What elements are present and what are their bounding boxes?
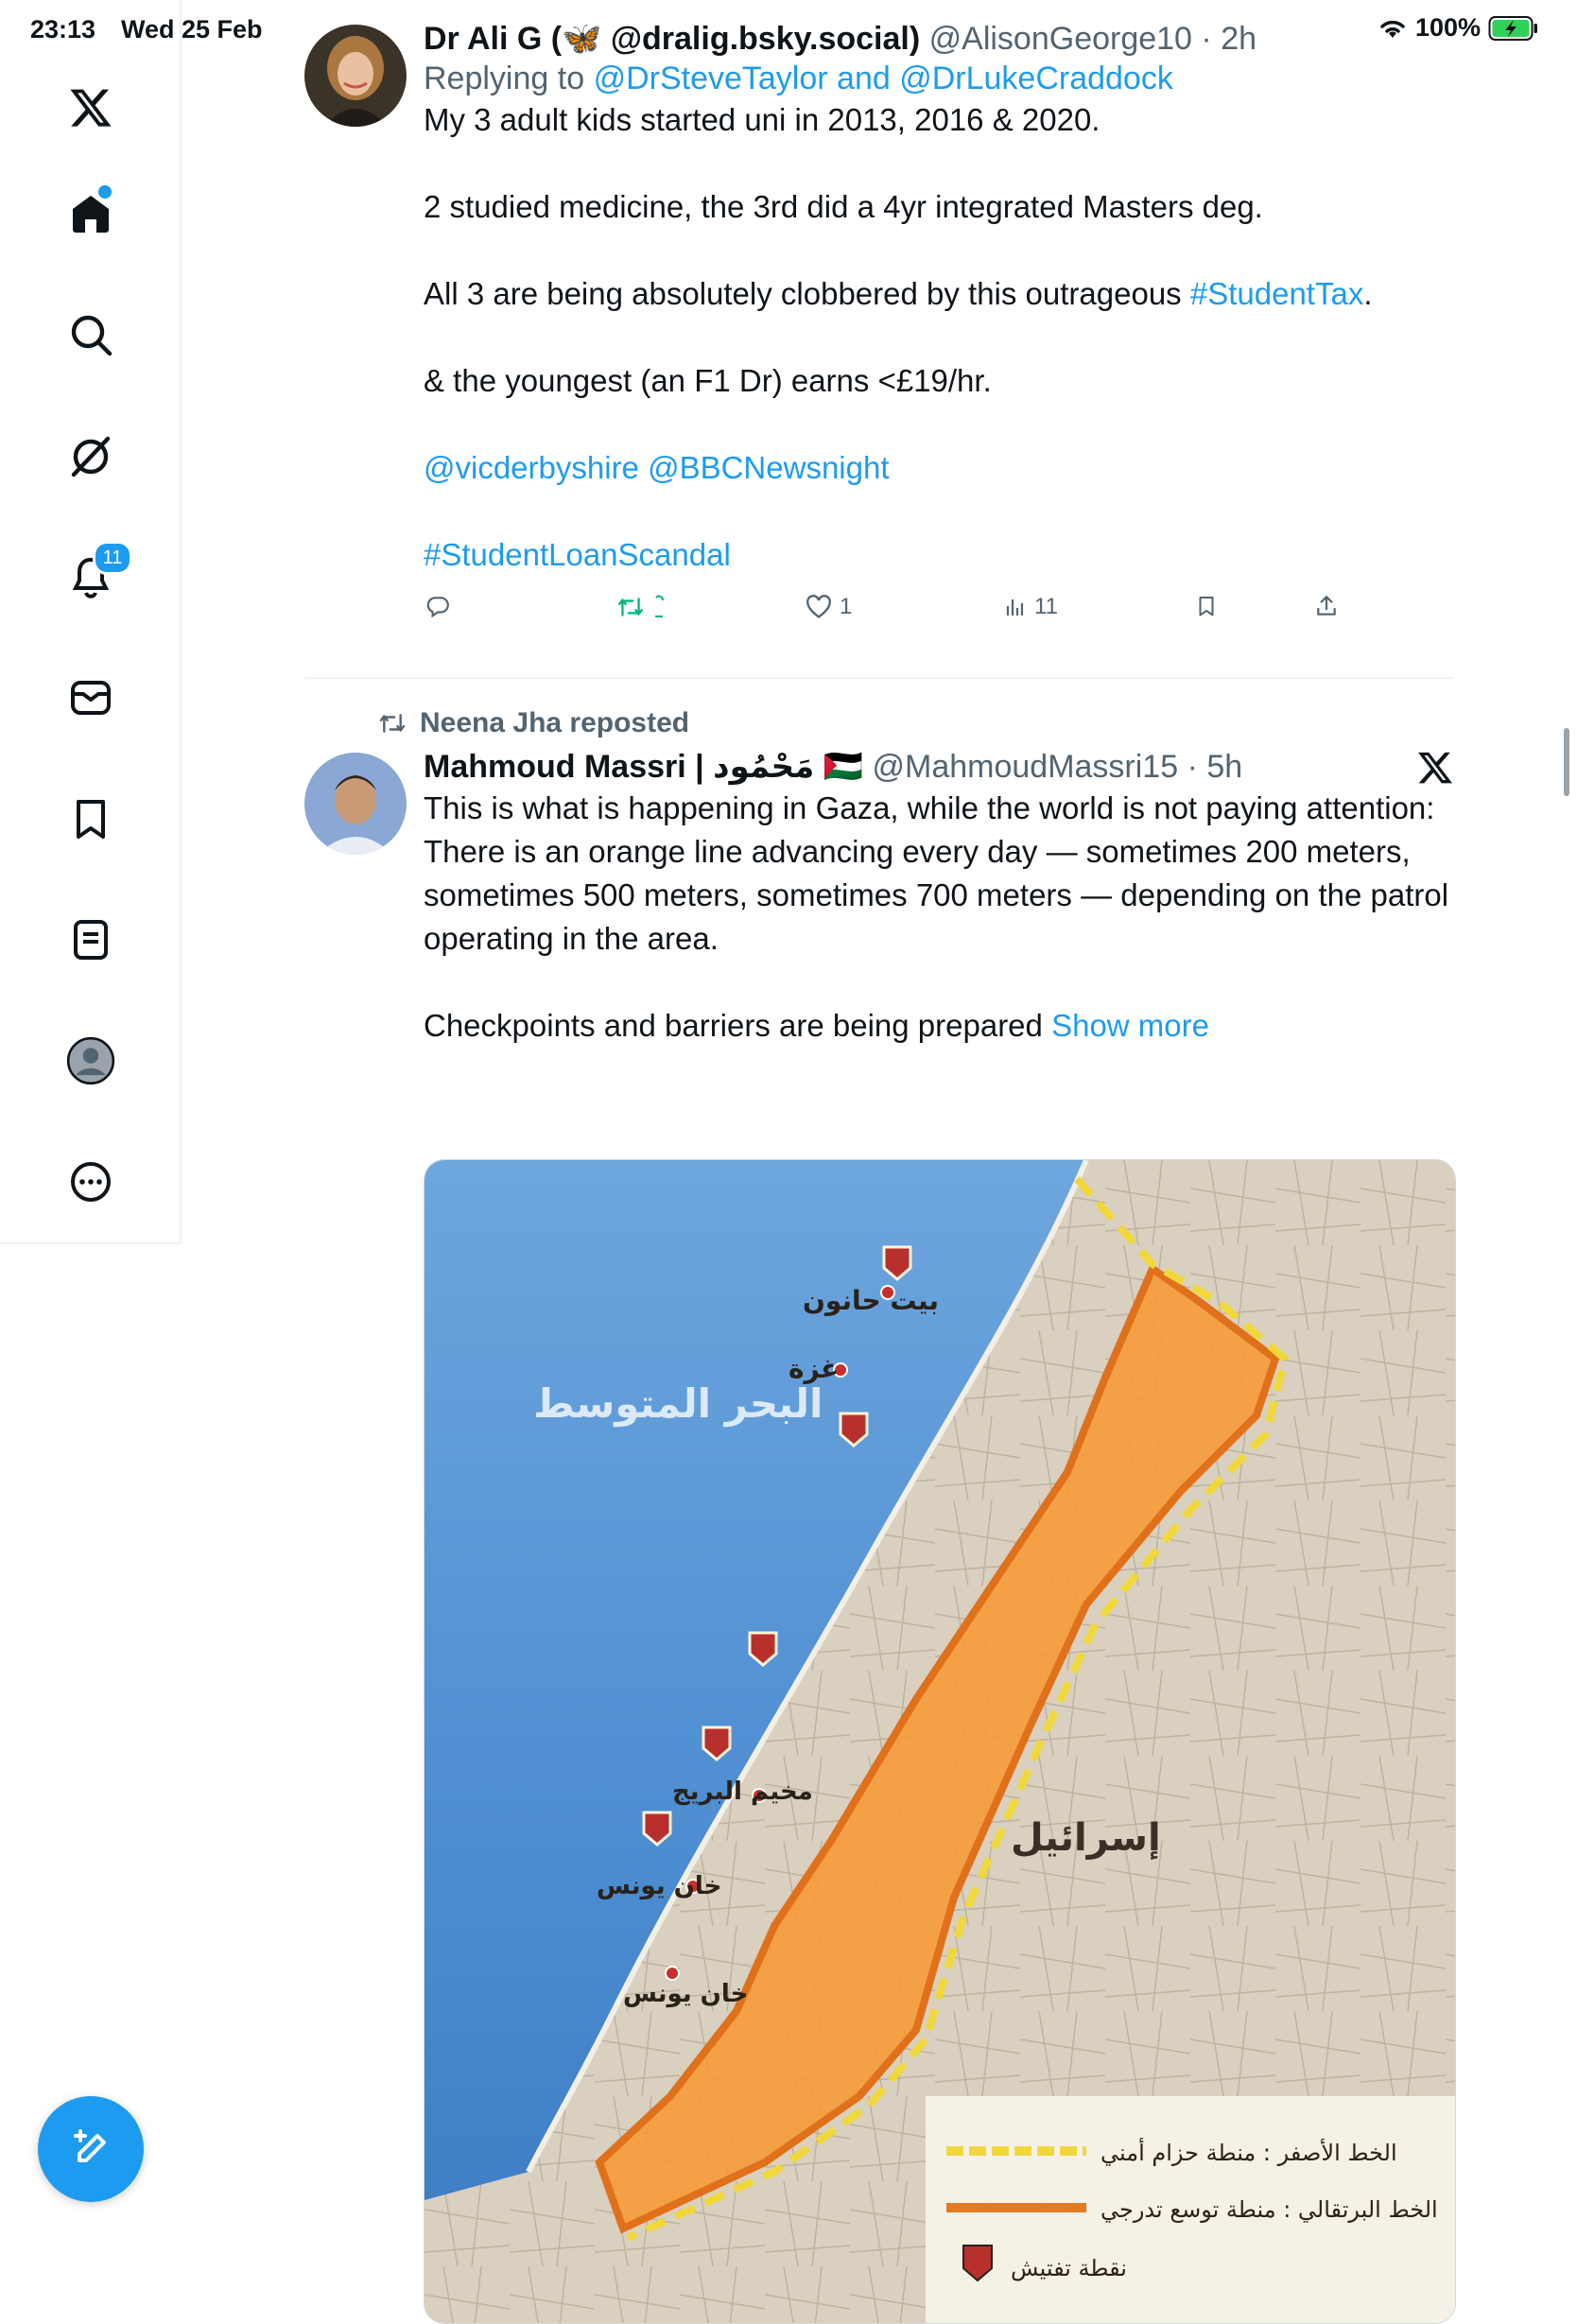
post-time[interactable]: 2h <box>1221 21 1257 57</box>
hashtag-link[interactable]: #StudentLoanScandal <box>424 537 731 572</box>
grok-icon[interactable] <box>61 425 121 486</box>
avatar[interactable] <box>304 753 407 855</box>
repost-indicator <box>376 707 689 739</box>
x-logo-icon[interactable] <box>61 78 121 138</box>
compose-feather-icon <box>68 2126 113 2172</box>
repost-icon <box>376 711 408 736</box>
map-town-label: بيت حانون <box>803 1285 939 1316</box>
bookmark-icon <box>1195 594 1218 618</box>
display-name[interactable]: Mahmoud Massri | مَحْمُود 🇵🇸 <box>424 749 864 785</box>
username[interactable]: @AlisonGeorge10 <box>928 21 1192 57</box>
lists-icon[interactable] <box>61 910 121 970</box>
tweet-line: This is what is happening in Gaza, while the world is not paying attention: <box>424 790 1435 825</box>
tweet-line: & the youngest (an F1 Dr) earns <£19/hr. <box>424 363 992 398</box>
like-count: 1 <box>840 594 853 619</box>
map-town-label: مخيم البريج <box>672 1778 813 1806</box>
share-button[interactable] <box>1314 594 1339 618</box>
tweet-text-fragment: Checkpoints and barriers are being prepared <box>424 1008 1043 1043</box>
more-options-icon[interactable] <box>61 1152 121 1212</box>
search-icon[interactable] <box>61 304 121 365</box>
replying-to-label: Replying to <box>424 61 585 96</box>
tweet-content <box>424 747 1454 2281</box>
reposted-by[interactable]: Neena Jha reposted <box>420 707 690 738</box>
post-time[interactable]: 5h <box>1206 749 1243 785</box>
battery-percent: 100% <box>1414 13 1481 42</box>
tweet-text <box>424 787 1454 1048</box>
status-date: Wed 25 Feb <box>121 15 263 43</box>
display-name[interactable]: Dr Ali G (🦋 @dralig.bsky.social) <box>424 21 921 57</box>
tweet-reply[interactable] <box>304 19 1454 671</box>
map-legend-label: الخط البرتقالي : منطة توسع تدرجي <box>1100 2196 1438 2223</box>
map-sea-label: البحر المتوسط <box>533 1380 823 1427</box>
map-israel-label: إسرائيل <box>1011 1816 1161 1860</box>
hashtag-link[interactable]: #StudentTax <box>1189 276 1364 311</box>
repost-count-spinner-icon <box>652 594 666 620</box>
tweet-header: Dr Ali G (🦋 @dralig.bsky.social) @AlisonGeorge10 · 2h <box>424 21 1257 57</box>
reply-button[interactable] <box>425 594 450 618</box>
messages-icon[interactable] <box>61 668 121 728</box>
views-button[interactable] <box>1004 594 1058 620</box>
tweet-text-fragment: . <box>1363 276 1373 311</box>
battery-charging-icon <box>1488 15 1539 42</box>
mentions-link[interactable]: @vicderbyshire @BBCNewsnight <box>424 450 890 485</box>
tweet-line: 2 studied medicine, the 3rd did a 4yr integrated Masters deg. <box>424 189 1263 224</box>
home-unread-dot <box>98 185 112 199</box>
tweet-line <box>424 272 1454 316</box>
reply-icon <box>425 594 450 618</box>
tweet-line: My 3 adult kids started uni in 2013, 2016 & 2020. <box>424 102 1100 137</box>
bookmarks-icon[interactable] <box>61 789 121 849</box>
replying-to <box>424 59 1454 98</box>
show-more-link[interactable]: Show more <box>1051 1008 1209 1043</box>
bookmark-button[interactable] <box>1195 594 1218 618</box>
views-bar-chart-icon <box>1004 596 1027 618</box>
notifications-bell-icon[interactable] <box>61 546 121 607</box>
tweet-divider <box>304 677 1454 679</box>
tweet-text-fragment: All 3 are being absolutely clobbered by this outrageous <box>424 276 1190 311</box>
home-icon[interactable] <box>61 183 121 244</box>
map-town-label: غزة <box>788 1353 840 1384</box>
views-count: 11 <box>1034 594 1058 619</box>
profile-avatar-icon[interactable] <box>61 1031 121 1091</box>
avatar-photo <box>304 25 407 127</box>
tweet-repost[interactable] <box>304 747 1454 2281</box>
map-legend-label: نقطة تفتيش <box>1011 2255 1127 2281</box>
username[interactable]: @MahmoudMassri15 <box>872 749 1179 785</box>
status-time: 23:13 <box>30 15 96 43</box>
map-town-label: خان يونس <box>597 1872 722 1900</box>
compose-post-button[interactable] <box>38 2096 144 2202</box>
tweet-text <box>424 98 1454 577</box>
like-button[interactable] <box>806 594 852 620</box>
replying-to-handles[interactable]: @DrSteveTaylor and @DrLukeCraddock <box>593 61 1173 96</box>
repost-button[interactable] <box>616 594 666 620</box>
map-legend <box>926 2096 1455 2323</box>
heart-icon <box>806 595 832 619</box>
avatar-photo <box>304 753 407 855</box>
avatar[interactable] <box>304 25 407 127</box>
map-town-label: خان يونس <box>623 1980 749 2008</box>
tweet-media-image[interactable] <box>424 1159 1456 2324</box>
tweet-line <box>424 1004 1454 1048</box>
share-icon <box>1314 594 1339 618</box>
feed-scrollbar[interactable] <box>1564 728 1569 796</box>
tweet-actions <box>424 594 1454 635</box>
tweet-header: Mahmoud Massri | مَحْمُود 🇵🇸 @MahmoudMassri15 · 5h <box>424 749 1243 785</box>
map-legend-label: الخط الأصفر : منطة حزام أمني <box>1100 2140 1397 2166</box>
tweet-line: There is an orange line advancing every day — sometimes 200 meters, sometimes 500 meters, sometimes 700 meters — depending on the patrol operating in the area. <box>424 834 1449 956</box>
x-logo-icon <box>1416 749 1454 791</box>
tweet-content <box>424 19 1454 635</box>
repost-icon <box>616 595 645 619</box>
notifications-badge: 11 <box>93 541 132 575</box>
gaza-map-graphic <box>425 1160 1455 2323</box>
sidebar-nav <box>0 0 182 1244</box>
